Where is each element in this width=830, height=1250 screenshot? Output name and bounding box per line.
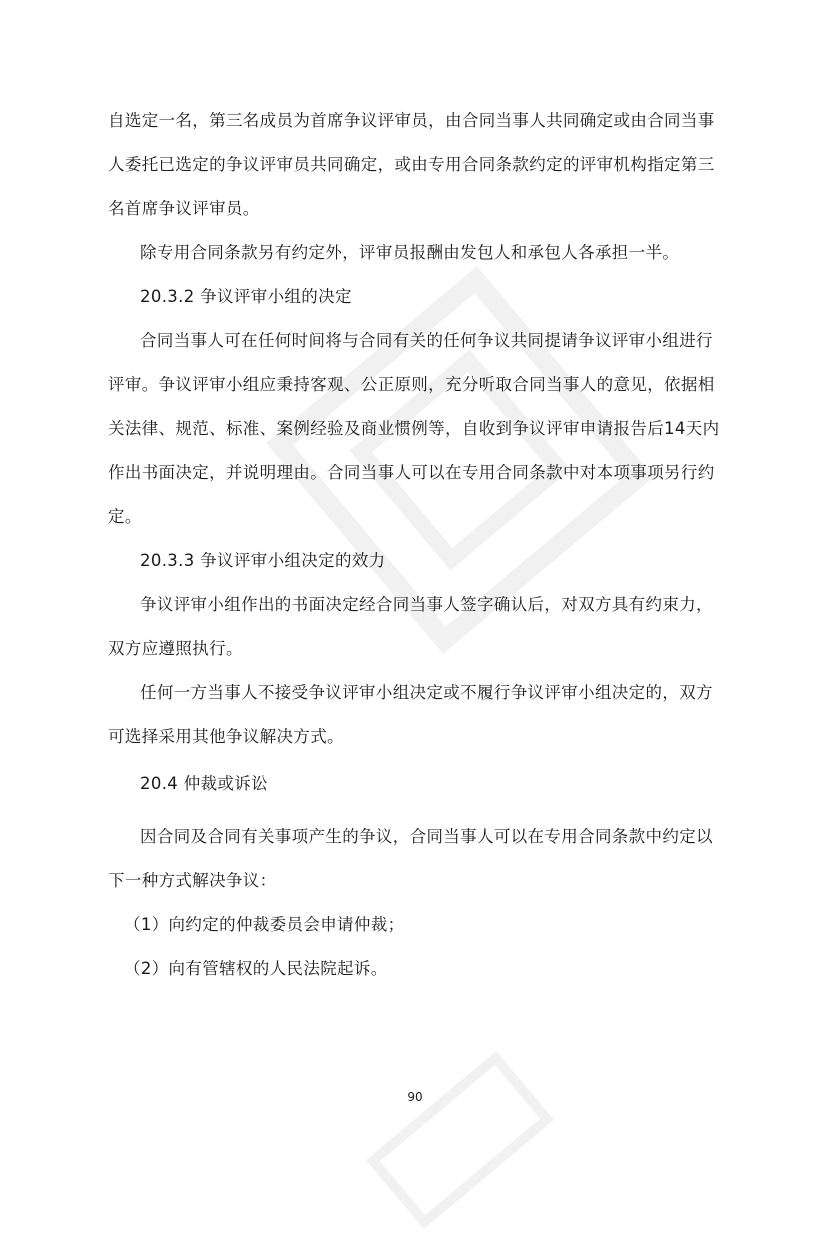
page-number: 90	[407, 1090, 423, 1104]
paragraph-line: 争议评审小组作出的书面决定经合同当事人签字确认后，对双方具有约束力，	[140, 595, 713, 614]
paragraph-line: 合同当事人可在任何时间将与合同有关的任何争议共同提请争议评审小组进行	[140, 331, 713, 350]
paragraph-line: 双方应遵照执行。	[108, 639, 243, 658]
section-heading: 20.4 仲裁或诉讼	[140, 774, 268, 793]
paragraph-line: 定。	[108, 507, 142, 526]
list-item: （1）向约定的仲裁委员会申请仲裁；	[124, 915, 405, 934]
paragraph-line: 自选定一名，第三名成员为首席争议评审员，由合同当事人共同确定或由合同当事	[108, 111, 715, 130]
paragraph-line: 关法律、规范、标准、案例经验及商业惯例等，自收到争议评审申请报告后14天内	[108, 419, 720, 438]
watermark-icon	[345, 1030, 575, 1250]
section-heading: 20.3.2 争议评审小组的决定	[140, 287, 352, 306]
section-heading: 20.3.3 争议评审小组决定的效力	[140, 551, 386, 570]
paragraph-line: 作出书面决定，并说明理由。合同当事人可以在专用合同条款中对本项事项另行约	[108, 463, 715, 482]
paragraph-line: 任何一方当事人不接受争议评审小组决定或不履行争议评审小组决定的，双方	[140, 683, 713, 702]
paragraph-line: 人委托已选定的争议评审员共同确定，或由专用合同条款约定的评审机构指定第三	[108, 155, 715, 174]
paragraph-line: 除专用合同条款另有约定外，评审员报酬由发包人和承包人各承担一半。	[140, 243, 680, 262]
paragraph-line: 因合同及合同有关事项产生的争议，合同当事人可以在专用合同条款中约定以	[140, 827, 713, 846]
paragraph-line: 名首席争议评审员。	[108, 199, 260, 218]
paragraph-line: 可选择采用其他争议解决方式。	[108, 727, 344, 746]
paragraph-line: 评审。争议评审小组应秉持客观、公正原则，充分听取合同当事人的意见，依据相	[108, 375, 715, 394]
paragraph-line: 下一种方式解决争议：	[108, 871, 277, 890]
list-item: （2）向有管辖权的人民法院起诉。	[124, 959, 388, 978]
